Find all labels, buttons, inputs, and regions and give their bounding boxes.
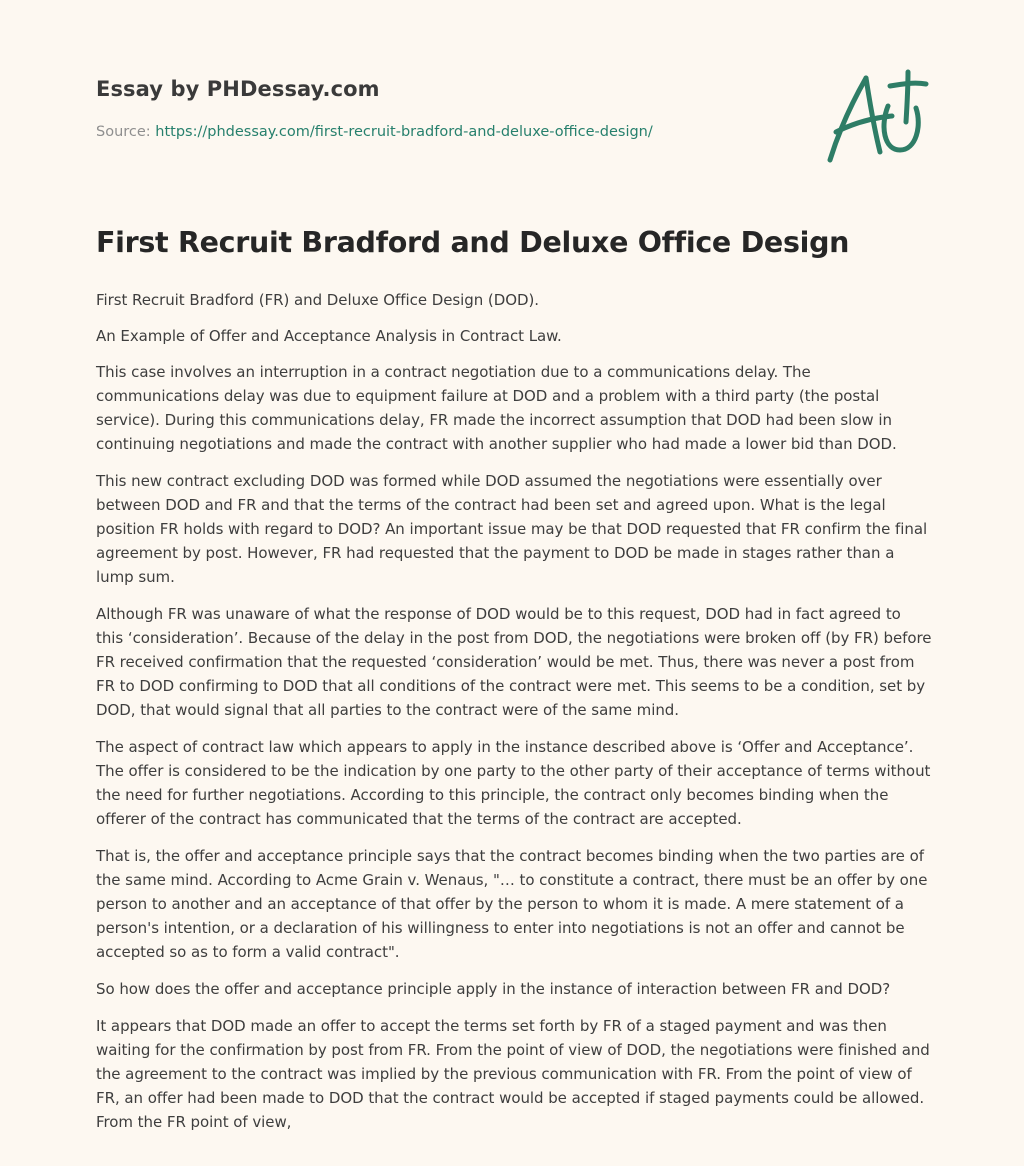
essay-paragraph: It appears that DOD made an offer to accept the terms set forth by FR of a staged payment and was then waiting for the confirmation by post from FR. From the point of view of DOD, the negotiations were finished and the agreement to the contract was implied by the previous communication with FR. From the point of view of FR, an offer had been made to DOD that the contract would be accepted if staged payments could be allowed. From the FR point of view, [96,1017,930,1131]
essay-body [96,288,932,1147]
essay-paragraph: First Recruit Bradford (FR) and Deluxe Office Design (DOD). [96,291,540,309]
essay-paragraph: The aspect of contract law which appears to apply in the instance described above is ‘Offer and Acceptance’. The offer is considered to be the indication by one party to the other party of their acceptance of terms without the need for further negotiations. According to this principle, the contract only becomes binding when the offerer of the contract has communicated that the terms of the contract are accepted. [96,738,931,828]
essay-paragraph: Although FR was unaware of what the response of DOD would be to this request, DOD had in fact agreed to this ‘consideration’. Because of the delay in the post from DOD, the negotiations were broken off (by FR) before FR received confirmation that the requested ‘consideration’ would be met. Thus, there was never a post from FR to DOD confirming to DOD that all conditions of the contract were met. This seems to be a condition, set by DOD, that would signal that all parties to the contract were of the same mind. [96,605,932,719]
source-label: Source: [96,124,156,140]
site-title: Essay by PHDessay.com [96,77,380,101]
essay-paragraph: So how does the offer and acceptance principle apply in the instance of interaction between FR and DOD? [96,980,891,998]
essay-paragraph: An Example of Offer and Acceptance Analysis in Contract Law. [96,327,562,345]
a-plus-logo-icon [818,64,936,168]
source-link[interactable]: https://phdessay.com/first-recruit-bradford-and-deluxe-office-design/ [155,124,653,140]
essay-paragraph: That is, the offer and acceptance principle says that the contract becomes binding when the two parties are of the same mind. According to Acme Grain v. Wenaus, "… to constitute a contract, there must be an offer by one person to another and an acceptance of that offer by the person to whom it is made. A mere statement of a person's intention, or a declaration of his willingness to enter into negotiations is not an offer and cannot be accepted so as to form a valid contract". [96,847,928,961]
source-line [96,124,653,140]
essay-paragraph: This new contract excluding DOD was formed while DOD assumed the negotiations were essentially over between DOD and FR and that the terms of the contract had been set and agreed upon. What is the legal position FR holds with regard to DOD? An important issue may be that DOD requested that FR confirm the final agreement by post. However, FR had requested that the payment to DOD be made in stages rather than a lump sum. [96,472,928,586]
essay-paragraph: This case involves an interruption in a contract negotiation due to a communications delay. The communications delay was due to equipment failure at DOD and a problem with a third party (the postal service). During this communications delay, FR made the incorrect assumption that DOD had been slow in continuing negotiations and made the contract with another supplier who had made a lower bid than DOD. [96,363,897,453]
essay-title: First Recruit Bradford and Deluxe Office Design [96,226,850,259]
